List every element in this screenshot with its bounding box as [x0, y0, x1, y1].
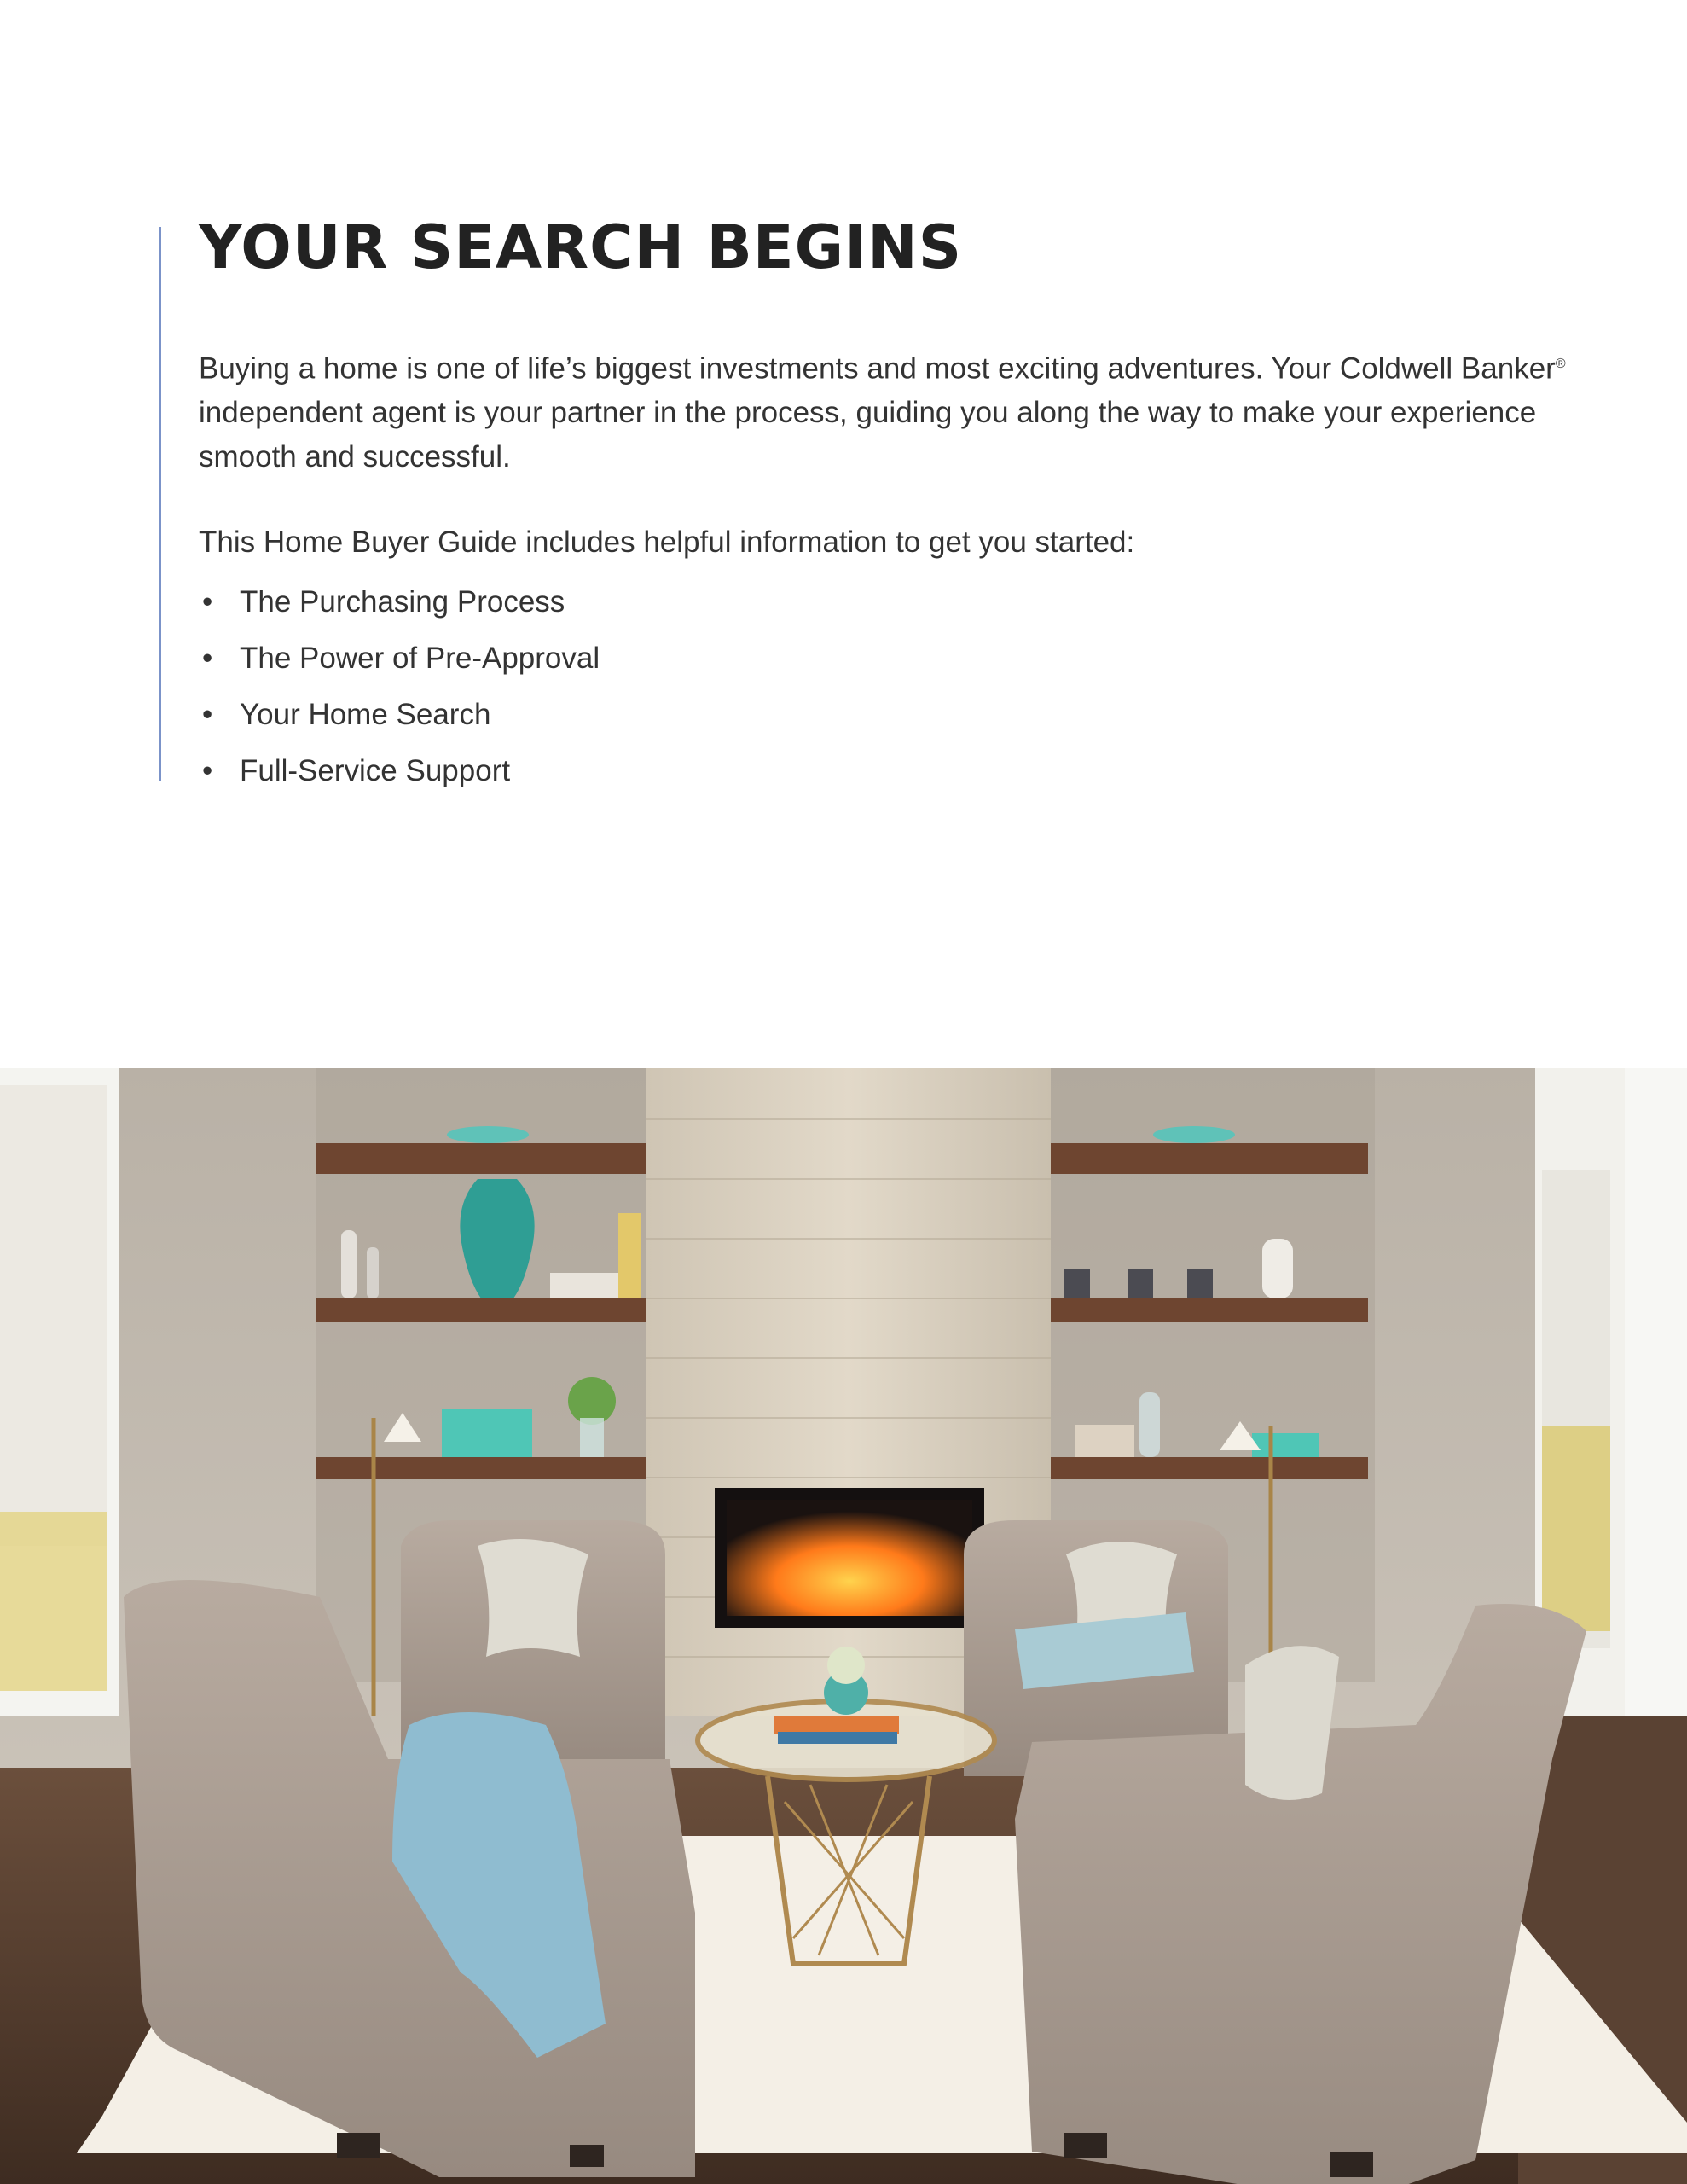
bullet-icon: • — [202, 642, 213, 676]
list-item-label: The Purchasing Process — [240, 585, 565, 619]
bullet-icon: • — [202, 698, 213, 732]
page-title: YOUR SEARCH BEGINS — [199, 212, 963, 282]
list-item-label: The Power of Pre-Approval — [240, 642, 600, 676]
list-item — [199, 636, 1580, 681]
bullet-icon: • — [202, 585, 213, 619]
list-item-label: Your Home Search — [240, 698, 491, 732]
list-item — [199, 749, 1580, 793]
intro-paragraph — [199, 342, 1580, 480]
registered-mark: ® — [1555, 356, 1566, 371]
topic-list — [199, 580, 1580, 793]
intro-text-end: independent agent is your partner in the process, guiding you along the way to make your experience smooth and successful. — [199, 396, 1537, 474]
list-item — [199, 580, 1580, 624]
list-item — [199, 693, 1580, 737]
living-room-photo — [0, 1068, 1687, 2184]
intro-section — [199, 213, 1580, 805]
list-item-label: Full-Service Support — [240, 754, 511, 788]
guide-intro: This Home Buyer Guide includes helpful information to get you started: — [199, 526, 1135, 560]
accent-rule — [159, 227, 161, 781]
bullet-icon: • — [202, 754, 213, 788]
intro-text-start: Buying a home is one of life’s biggest investments and most exciting adventures. Your Coldwell Banker — [199, 351, 1556, 386]
